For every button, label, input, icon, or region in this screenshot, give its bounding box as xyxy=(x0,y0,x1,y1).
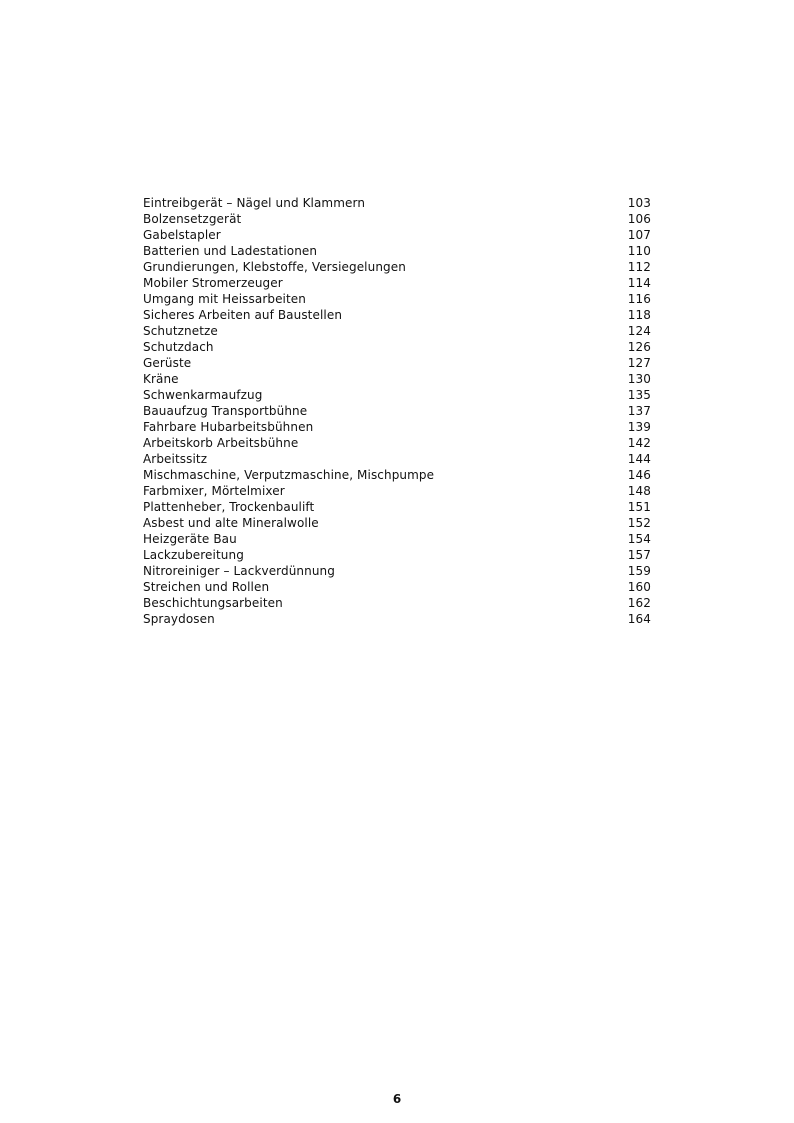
toc-entry-page: 112 xyxy=(627,260,651,274)
toc-entry-page: 151 xyxy=(627,500,651,514)
toc-entry-title: Asbest und alte Mineralwolle xyxy=(143,516,319,530)
toc-entry-page: 137 xyxy=(627,404,651,418)
toc-entry xyxy=(143,419,651,435)
toc-entry-page: 114 xyxy=(627,276,651,290)
toc-entry xyxy=(143,323,651,339)
toc-entry xyxy=(143,595,651,611)
toc-entry-title: Grundierungen, Klebstoffe, Versiegelungen xyxy=(143,260,406,274)
toc-entry xyxy=(143,579,651,595)
toc-entry-title: Bolzensetzgerät xyxy=(143,212,242,226)
toc-entry-title: Nitroreiniger – Lackverdünnung xyxy=(143,564,335,578)
toc-entry-page: 154 xyxy=(627,532,651,546)
toc-entry-page: 107 xyxy=(627,228,651,242)
toc-entry-page: 118 xyxy=(627,308,651,322)
toc-entry-page: 144 xyxy=(627,452,651,466)
table-of-contents xyxy=(143,195,651,627)
toc-entry-page: 152 xyxy=(627,516,651,530)
toc-entry-page: 135 xyxy=(627,388,651,402)
toc-entry-title: Arbeitssitz xyxy=(143,452,208,466)
toc-entry-page: 116 xyxy=(627,292,651,306)
toc-entry-page: 124 xyxy=(627,324,651,338)
toc-entry-page: 159 xyxy=(627,564,651,578)
toc-entry-title: Arbeitskorb Arbeitsbühne xyxy=(143,436,299,450)
toc-entry-page: 130 xyxy=(627,372,651,386)
toc-entry-title: Gabelstapler xyxy=(143,228,221,242)
toc-entry xyxy=(143,243,651,259)
toc-entry-title: Kräne xyxy=(143,372,179,386)
toc-entry-title: Eintreibgerät – Nägel und Klammern xyxy=(143,196,366,210)
toc-entry-page: 139 xyxy=(627,420,651,434)
toc-entry xyxy=(143,563,651,579)
toc-entry xyxy=(143,227,651,243)
toc-entry-page: 148 xyxy=(627,484,651,498)
toc-entry-title: Fahrbare Hubarbeitsbühnen xyxy=(143,420,314,434)
toc-entry-title: Schwenkarmaufzug xyxy=(143,388,263,402)
toc-entry xyxy=(143,195,651,211)
toc-entry-page: 164 xyxy=(627,612,651,626)
toc-entry-page: 106 xyxy=(627,212,651,226)
page-number: 6 xyxy=(392,1092,402,1106)
toc-entry-title: Plattenheber, Trockenbaulift xyxy=(143,500,315,514)
toc-entry-page: 160 xyxy=(627,580,651,594)
toc-entry-title: Heizgeräte Bau xyxy=(143,532,237,546)
toc-entry-page: 103 xyxy=(627,196,651,210)
toc-entry xyxy=(143,371,651,387)
toc-entry xyxy=(143,515,651,531)
toc-entry-title: Schutznetze xyxy=(143,324,218,338)
toc-entry xyxy=(143,339,651,355)
toc-entry xyxy=(143,483,651,499)
toc-entry xyxy=(143,547,651,563)
toc-entry xyxy=(143,435,651,451)
toc-entry-title: Farbmixer, Mörtelmixer xyxy=(143,484,285,498)
toc-entry xyxy=(143,291,651,307)
toc-entry xyxy=(143,211,651,227)
toc-entry-page: 142 xyxy=(627,436,651,450)
toc-entry-title: Umgang mit Heissarbeiten xyxy=(143,292,306,306)
toc-entry xyxy=(143,611,651,627)
toc-entry-title: Schutzdach xyxy=(143,340,214,354)
toc-entry-page: 110 xyxy=(627,244,651,258)
toc-entry-title: Spraydosen xyxy=(143,612,215,626)
toc-entry xyxy=(143,307,651,323)
toc-entry-page: 146 xyxy=(627,468,651,482)
toc-entry-title: Bauaufzug Transportbühne xyxy=(143,404,308,418)
toc-entry xyxy=(143,355,651,371)
toc-entry-page: 162 xyxy=(627,596,651,610)
toc-entry-title: Mischmaschine, Verputzmaschine, Mischpumpe xyxy=(143,468,435,482)
toc-entry xyxy=(143,451,651,467)
toc-entry-title: Batterien und Ladestationen xyxy=(143,244,318,258)
toc-entry xyxy=(143,275,651,291)
toc-entry xyxy=(143,467,651,483)
toc-entry-title: Sicheres Arbeiten auf Baustellen xyxy=(143,308,343,322)
toc-entry xyxy=(143,531,651,547)
toc-entry xyxy=(143,403,651,419)
toc-entry-title: Mobiler Stromerzeuger xyxy=(143,276,283,290)
toc-entry xyxy=(143,259,651,275)
toc-entry-page: 127 xyxy=(627,356,651,370)
toc-entry-page: 157 xyxy=(627,548,651,562)
toc-entry-title: Beschichtungsarbeiten xyxy=(143,596,283,610)
toc-entry-title: Streichen und Rollen xyxy=(143,580,270,594)
toc-entry-title: Gerüste xyxy=(143,356,192,370)
toc-entry xyxy=(143,499,651,515)
toc-entry xyxy=(143,387,651,403)
toc-entry-page: 126 xyxy=(627,340,651,354)
toc-entry-title: Lackzubereitung xyxy=(143,548,244,562)
